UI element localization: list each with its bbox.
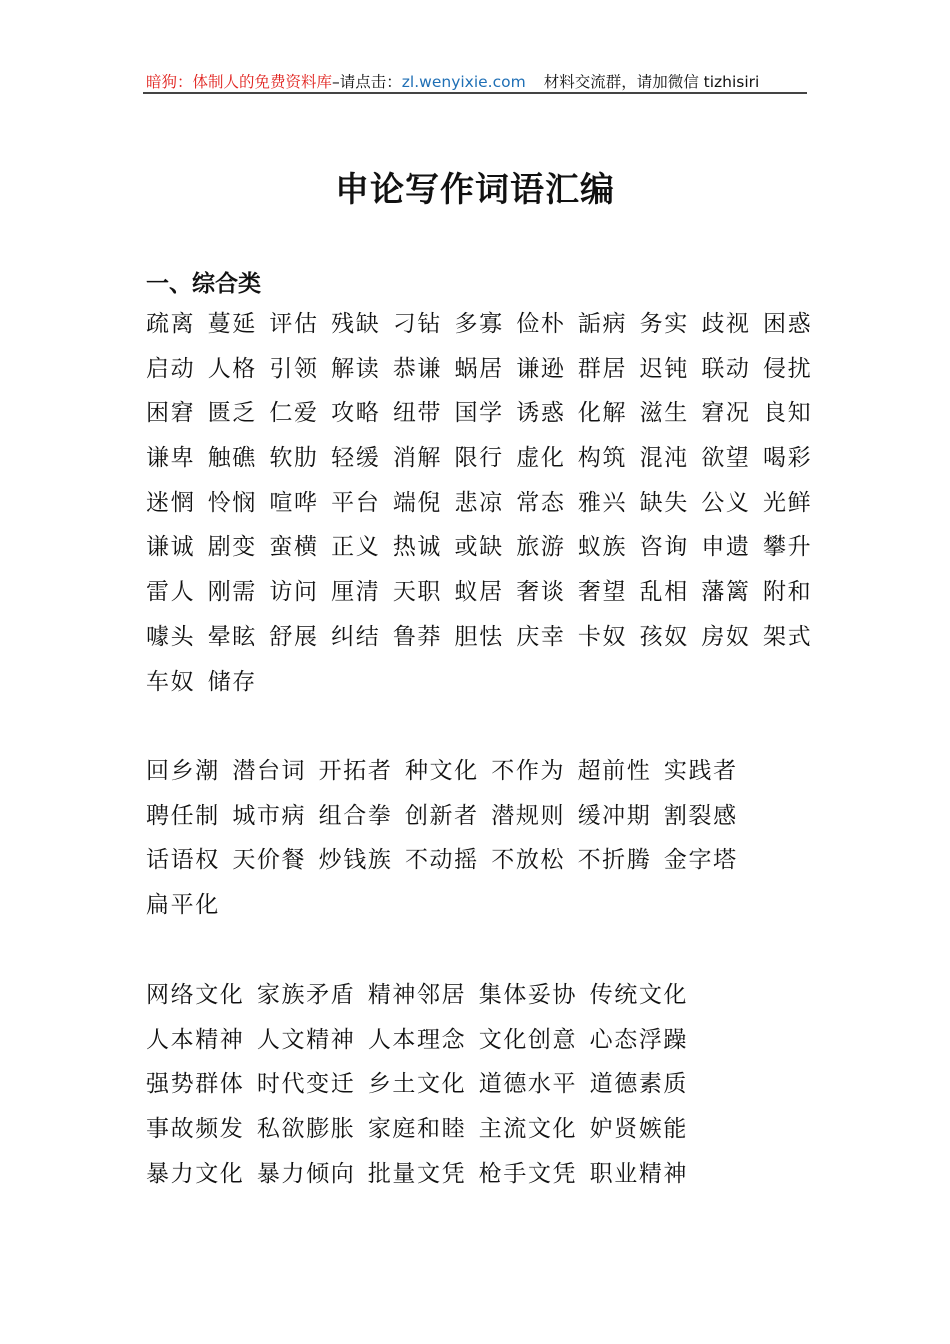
word: 困惑 [763, 311, 813, 337]
word: 联动 [701, 355, 751, 382]
word: 迷惘 [146, 489, 196, 516]
word: 组合拳 [318, 802, 393, 829]
word: 创新者 [404, 802, 479, 829]
word: 集体妥协 [478, 982, 578, 1008]
word-row [146, 302, 825, 347]
contact-text: 材料交流群，请加微信 tizhisiri [543, 73, 760, 91]
word: 强势群体 [146, 1071, 245, 1098]
word: 引领 [269, 355, 319, 382]
word: 房奴 [701, 623, 751, 650]
word: 蚁居 [454, 579, 504, 606]
word: 化解 [577, 400, 628, 427]
word-row [146, 347, 825, 392]
word: 人文精神 [256, 1026, 356, 1053]
word: 疏离 [146, 311, 196, 337]
word: 传统文化 [589, 982, 689, 1008]
word: 申遗 [701, 534, 751, 561]
word: 潜台词 [232, 758, 307, 784]
word: 俭朴 [516, 311, 566, 337]
word: 热诚 [392, 534, 443, 561]
word: 鲁莽 [392, 623, 443, 650]
word: 喧哗 [269, 489, 319, 516]
word: 谦逊 [516, 355, 566, 382]
word: 枪手文凭 [478, 1160, 578, 1187]
word: 谦诚 [146, 534, 196, 561]
word: 务实 [639, 311, 689, 337]
word: 不折腾 [577, 847, 652, 874]
word: 金字塔 [663, 847, 738, 874]
word: 咨询 [639, 534, 689, 561]
word: 割裂感 [663, 802, 738, 829]
word: 迟钝 [639, 355, 689, 382]
word: 仁爱 [269, 400, 319, 427]
word: 不放松 [491, 847, 566, 874]
page-header [146, 70, 806, 92]
word: 触礁 [207, 445, 257, 472]
word: 私欲膨胀 [256, 1116, 356, 1143]
word-row [146, 660, 825, 705]
word: 缓冲期 [577, 802, 652, 829]
word: 奢谈 [516, 579, 566, 606]
word: 纽带 [392, 400, 443, 427]
word: 评估 [269, 311, 319, 337]
word: 妒贤嫉能 [589, 1116, 689, 1143]
word: 种文化 [404, 758, 479, 784]
word: 话语权 [146, 847, 220, 874]
word: 悲凉 [454, 489, 504, 516]
word: 雷人 [146, 579, 196, 606]
word: 困窘 [146, 400, 196, 427]
word: 庆幸 [516, 623, 566, 650]
word: 噱头 [146, 623, 196, 650]
word: 蚁族 [577, 534, 628, 561]
word: 开拓者 [318, 758, 393, 784]
word: 储存 [207, 668, 257, 695]
section-heading: 一、综合类 [146, 271, 261, 297]
word: 家庭和睦 [367, 1116, 467, 1143]
word: 群居 [577, 355, 628, 382]
word-row [146, 615, 825, 660]
word: 家族矛盾 [256, 982, 356, 1008]
word: 诱惑 [516, 400, 566, 427]
word-group-two-char [146, 302, 825, 704]
word: 欲望 [701, 445, 751, 472]
word: 歧视 [701, 311, 751, 337]
word: 舒展 [269, 623, 319, 650]
word: 詬病 [577, 311, 628, 337]
word: 构筑 [577, 445, 628, 472]
word: 蛮横 [269, 534, 319, 561]
word-group-three-char [146, 749, 750, 928]
word: 端倪 [392, 489, 443, 516]
word: 良知 [763, 400, 813, 427]
word: 刁钻 [392, 311, 443, 337]
word: 道德水平 [478, 1071, 578, 1098]
word-row [146, 570, 825, 615]
document-title: 申论写作词语汇编 [335, 170, 615, 210]
word: 谦卑 [146, 445, 196, 472]
word: 主流文化 [478, 1116, 578, 1143]
word: 奢望 [577, 579, 628, 606]
word: 缺失 [639, 489, 689, 516]
word: 剧变 [207, 534, 257, 561]
word-row [146, 481, 825, 526]
word: 网络文化 [146, 982, 245, 1008]
word: 藩篱 [701, 579, 751, 606]
word: 匮乏 [207, 400, 257, 427]
word: 车奴 [146, 668, 196, 695]
word: 虚化 [516, 445, 566, 472]
word: 访问 [269, 579, 319, 606]
word: 光鲜 [763, 489, 813, 516]
word: 限行 [454, 445, 504, 472]
word: 平台 [331, 489, 381, 516]
word: 炒钱族 [318, 847, 393, 874]
word: 多寡 [454, 311, 504, 337]
word: 混沌 [639, 445, 689, 472]
word: 纠结 [331, 623, 381, 650]
word: 残缺 [331, 311, 381, 337]
word: 刚需 [207, 579, 257, 606]
word: 人格 [207, 355, 257, 382]
word: 精神邻居 [367, 982, 467, 1008]
word: 蜗居 [454, 355, 504, 382]
word: 潜规则 [491, 802, 566, 829]
word: 胆怯 [454, 623, 504, 650]
word-row [146, 391, 825, 436]
word-row [146, 1018, 701, 1063]
word: 超前性 [577, 758, 652, 784]
word: 消解 [392, 445, 443, 472]
word-row [146, 525, 825, 570]
promo-text: 暗狗：体制人的免费资料库 [146, 73, 333, 91]
word: 旅游 [516, 534, 566, 561]
word: 国学 [454, 400, 504, 427]
word: 攀升 [763, 534, 813, 561]
word: 道德素质 [589, 1071, 689, 1098]
word-group-four-char [146, 973, 701, 1196]
word: 城市病 [232, 802, 307, 829]
word: 聘任制 [146, 802, 220, 829]
word: 蔓延 [207, 311, 257, 337]
word-row [146, 838, 750, 883]
word-row [146, 1152, 701, 1197]
word: 厘清 [331, 579, 381, 606]
word: 或缺 [454, 534, 504, 561]
word: 解读 [331, 355, 381, 382]
word-row [146, 794, 750, 839]
word: 侵扰 [763, 355, 813, 382]
word-row [146, 883, 750, 928]
word: 乡土文化 [367, 1071, 467, 1098]
word: 启动 [146, 355, 196, 382]
word: 雅兴 [577, 489, 628, 516]
word: 附和 [763, 579, 813, 606]
word: 不作为 [491, 758, 566, 784]
word: 暴力文化 [146, 1160, 245, 1187]
word: 孩奴 [639, 623, 689, 650]
word: 回乡潮 [146, 758, 220, 784]
word: 事故频发 [146, 1116, 245, 1143]
word: 公义 [701, 489, 751, 516]
word: 人本理念 [367, 1026, 467, 1053]
word: 架式 [763, 623, 813, 650]
word: 正义 [331, 534, 381, 561]
word-row [146, 1107, 701, 1152]
site-link[interactable]: zl.wenyixie.com [401, 73, 526, 91]
word: 乱相 [639, 579, 689, 606]
word: 天职 [392, 579, 443, 606]
word: 攻略 [331, 400, 381, 427]
word: 心态浮躁 [589, 1026, 689, 1053]
word: 晕眩 [207, 623, 257, 650]
word: 恭谦 [392, 355, 443, 382]
word: 扁平化 [146, 892, 220, 919]
word: 实践者 [663, 758, 738, 784]
word: 暴力倾向 [256, 1160, 356, 1187]
word: 职业精神 [589, 1160, 689, 1187]
word-row [146, 973, 701, 1018]
word: 文化创意 [478, 1026, 578, 1053]
word-row [146, 1062, 701, 1107]
word-row [146, 749, 750, 794]
word: 批量文凭 [367, 1160, 467, 1187]
word: 天价餐 [232, 847, 307, 874]
header-divider [143, 92, 807, 94]
word: 轻缓 [331, 445, 381, 472]
word: 软肋 [269, 445, 319, 472]
word: 人本精神 [146, 1026, 245, 1053]
word: 怜悯 [207, 489, 257, 516]
word: 常态 [516, 489, 566, 516]
word-row [146, 436, 825, 481]
word: 窘况 [701, 400, 751, 427]
word: 不动摇 [404, 847, 479, 874]
word: 卡奴 [577, 623, 628, 650]
word: 喝彩 [763, 445, 813, 472]
word: 滋生 [639, 400, 689, 427]
promo-link-prefix: –请点击： [332, 73, 402, 91]
word: 时代变迁 [256, 1071, 356, 1098]
